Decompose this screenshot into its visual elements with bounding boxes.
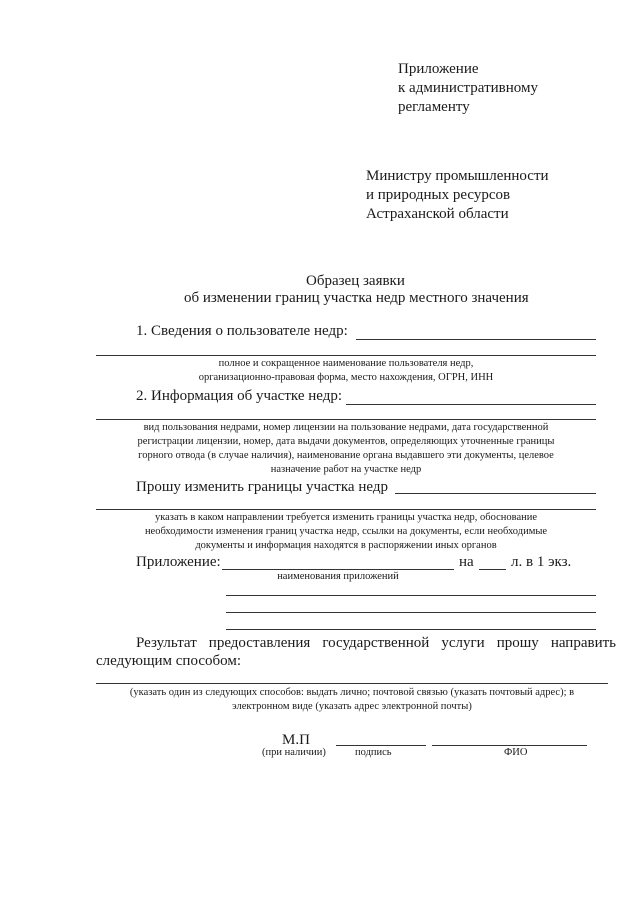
document-subtitle: об изменении границ участка недр местного значения bbox=[184, 290, 529, 306]
appendix-pages-field[interactable] bbox=[479, 569, 506, 570]
appendix-label: Приложение: bbox=[136, 554, 221, 570]
addressee-block bbox=[366, 167, 549, 224]
result-hint-2: электронном виде (указать адрес электронной почты) bbox=[232, 701, 472, 712]
section1-label: 1. Сведения о пользователе недр: bbox=[136, 323, 348, 339]
request-hint-3: документы и информация находятся в распоряжении иных органов bbox=[195, 540, 497, 551]
signature-caption: подпись bbox=[355, 747, 392, 758]
result-method-field[interactable] bbox=[96, 683, 608, 684]
attachment-line-2: к административному bbox=[398, 80, 538, 96]
appendix-copies: л. в 1 экз. bbox=[511, 554, 572, 570]
section1-hint-1: полное и сокращенное наименование пользователя недр, bbox=[218, 358, 474, 369]
section2-hint-1: вид пользования недрами, номер лицензии на пользование недрами, дата государственной bbox=[143, 422, 549, 433]
document-title: Образец заявки bbox=[306, 273, 405, 289]
section2-hint-2: регистрации лицензии, номер, дата выдачи документов, определяющих уточненные границы bbox=[137, 436, 555, 447]
request-hint-1: указать в каком направлении требуется изменить границы участка недр, обоснование bbox=[154, 512, 538, 523]
section2-field[interactable] bbox=[346, 404, 596, 405]
section2-field-line2[interactable] bbox=[96, 419, 596, 420]
attachment-line-1: Приложение bbox=[398, 61, 479, 77]
appendix-line-2[interactable] bbox=[226, 595, 596, 596]
section1-field[interactable] bbox=[356, 339, 596, 340]
result-text-line-1: Результат предоставления государственной услуги прошу направить bbox=[136, 635, 616, 651]
request-field[interactable] bbox=[395, 493, 596, 494]
appendix-hint: наименования приложений bbox=[277, 571, 399, 582]
appendix-line-4[interactable] bbox=[226, 629, 596, 630]
stamp-note: (при наличии) bbox=[262, 747, 326, 758]
addressee-line-3: Астраханской области bbox=[366, 206, 509, 222]
addressee-line-1: Министру промышленности bbox=[366, 168, 549, 184]
request-hint-2: необходимости изменения границ участка недр, ссылки на документы, если необходимые bbox=[144, 526, 548, 537]
result-text-line-2: следующим способом: bbox=[96, 653, 241, 669]
request-field-line2[interactable] bbox=[96, 509, 596, 510]
fio-caption: ФИО bbox=[504, 747, 528, 758]
appendix-line-3[interactable] bbox=[226, 612, 596, 613]
request-label: Прошу изменить границы участка недр bbox=[136, 479, 388, 495]
result-hint-1: (указать один из следующих способов: выдать лично; почтовой связью (указать почтовый адрес); в bbox=[129, 687, 575, 698]
section2-hint-3: горного отвода (в случае наличия), наименование органа выдавшего эти документы, целевое bbox=[138, 450, 554, 461]
section2-hint-4: назначение работ на участке недр bbox=[270, 464, 422, 475]
attachment-note bbox=[398, 60, 538, 117]
appendix-on: на bbox=[459, 554, 474, 570]
addressee-line-2: и природных ресурсов bbox=[366, 187, 511, 203]
section1-field-line2[interactable] bbox=[96, 355, 596, 356]
attachment-line-3: регламенту bbox=[398, 99, 470, 115]
section1-hint-2: организационно-правовая форма, место нахождения, ОГРН, ИНН bbox=[198, 372, 494, 383]
stamp-label: М.П bbox=[282, 732, 310, 748]
section2-label: 2. Информация об участке недр: bbox=[136, 388, 343, 404]
